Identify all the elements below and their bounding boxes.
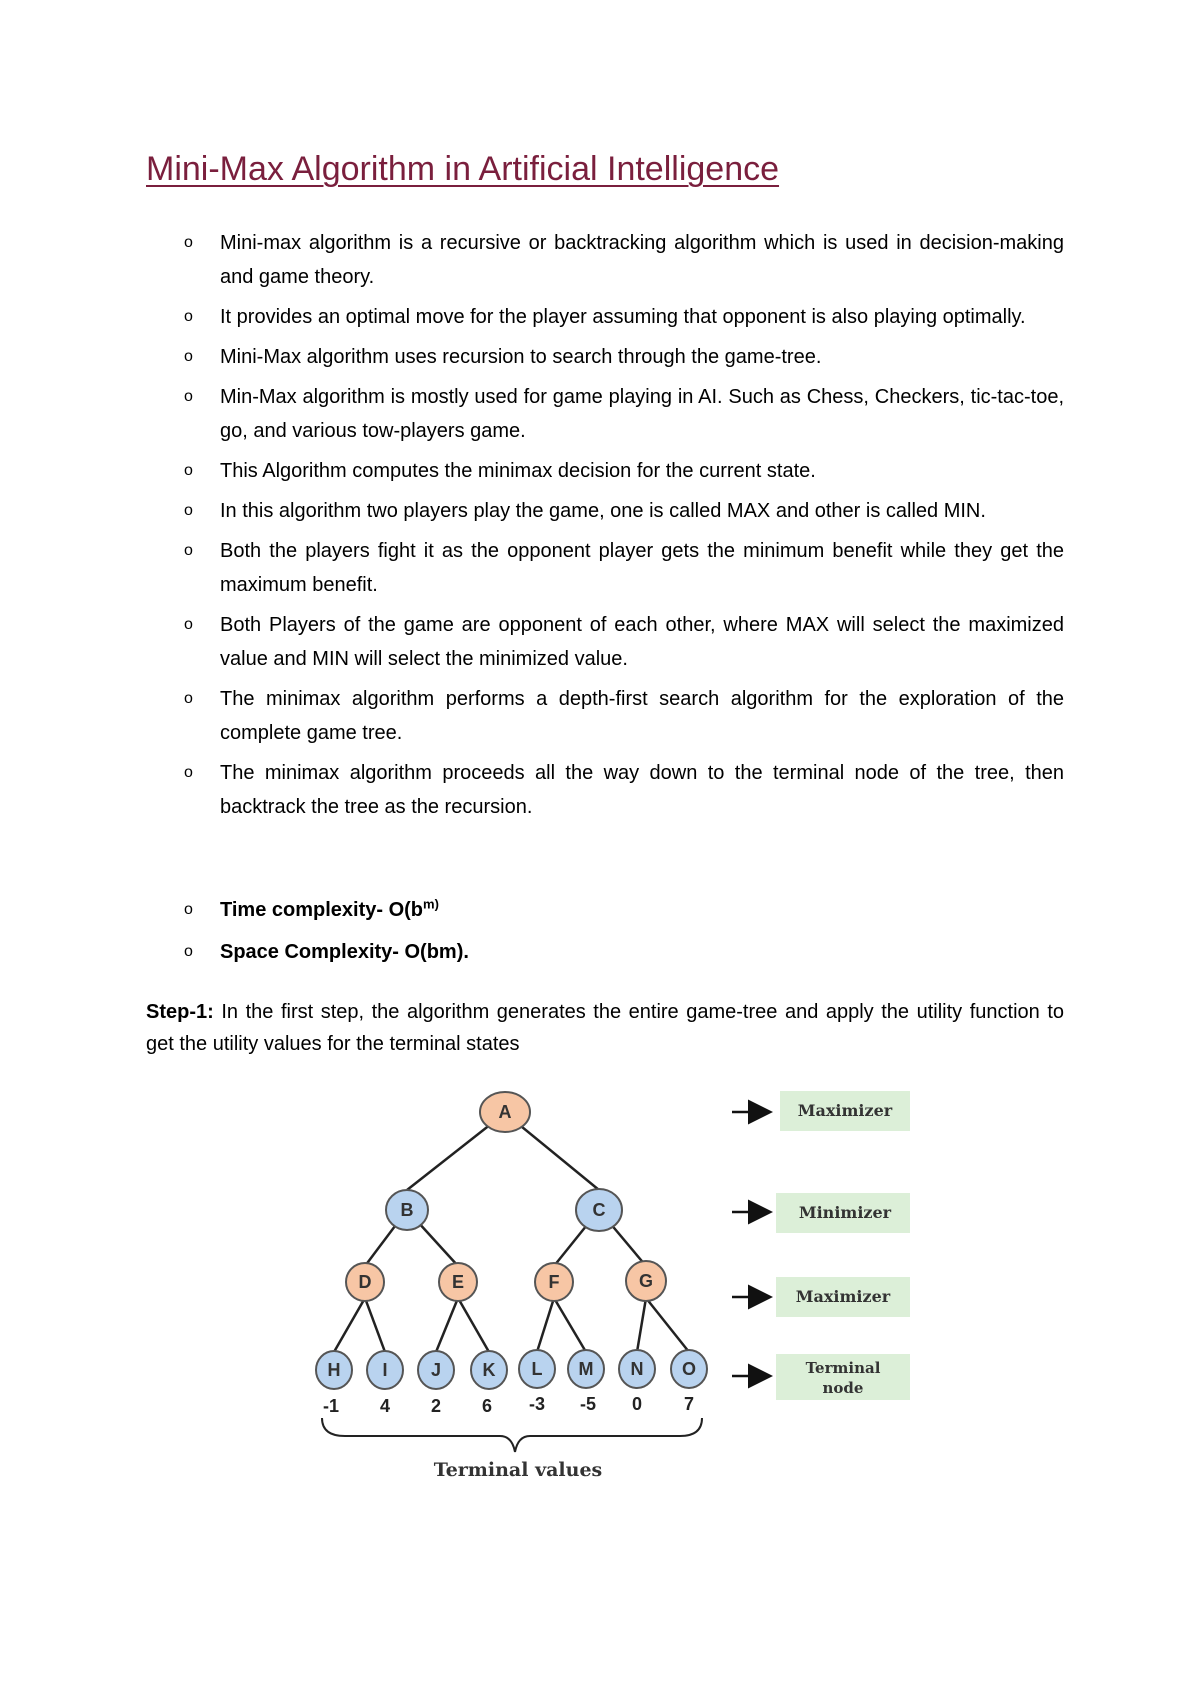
list-item-text: The minimax algorithm proceeds all the way down to the terminal node of the tree, then backtrack the tree as the recursion. — [220, 762, 1064, 818]
tree-node-b — [386, 1190, 428, 1230]
bullet-marker: o — [184, 502, 193, 519]
edge-d-h — [334, 1298, 365, 1352]
bullet-marker: o — [184, 234, 193, 251]
legend-box-terminal-node — [776, 1354, 910, 1400]
edge-e-k — [458, 1298, 489, 1352]
terminal-value: -5 — [579, 1394, 597, 1414]
bullet-marker: o — [184, 462, 193, 479]
tree-node-m — [568, 1350, 604, 1388]
legend-box-maximizer-top — [780, 1091, 910, 1131]
legend-label: Terminal — [805, 1359, 881, 1377]
terminal-value: 2 — [430, 1396, 442, 1416]
list-item-text: Mini-Max algorithm uses recursion to search through the game-tree. — [220, 346, 822, 368]
node-label: C — [592, 1200, 606, 1220]
step-1-text: In the first step, the algorithm generates the entire game-tree and apply the utility function to get the utility values for the terminal states — [146, 1001, 1064, 1055]
legend-box-minimizer — [776, 1193, 910, 1233]
tree-node-f — [535, 1263, 573, 1301]
list-item-text: Min-Max algorithm is mostly used for game playing in AI. Such as Chess, Checkers, tic-tac-toe, go, and various tow-players game. — [220, 386, 1064, 442]
terminal-value: 6 — [481, 1396, 493, 1416]
legend-arrows — [732, 1112, 768, 1376]
legend-label: Maximizer — [797, 1101, 893, 1120]
bullet-marker: o — [184, 308, 193, 325]
list-item-text: In this algorithm two players play the game, one is called MAX and other is called MIN. — [220, 500, 986, 522]
tree-node-l — [519, 1350, 555, 1388]
tree-node-d — [346, 1263, 384, 1301]
tree-node-k — [471, 1351, 507, 1389]
edge-e-j — [436, 1298, 458, 1352]
edge-f-l — [537, 1298, 554, 1352]
list-item-text: Both Players of the game are opponent of each other, where MAX will select the maximized value and MIN will select the minimized value. — [220, 614, 1064, 670]
bullet-marker: o — [184, 348, 193, 365]
list-item-text: This Algorithm computes the minimax decision for the current state. — [220, 460, 816, 482]
tree-node-e — [439, 1263, 477, 1301]
bullet-marker: o — [184, 616, 193, 633]
edge-g-n — [637, 1298, 646, 1352]
node-label: N — [630, 1359, 644, 1379]
legend-box-maximizer-bottom — [776, 1277, 910, 1317]
node-label: D — [358, 1272, 372, 1292]
edge-f-m — [554, 1298, 586, 1352]
terminal-value: -3 — [528, 1394, 546, 1414]
legend-label: Minimizer — [798, 1203, 892, 1222]
bullet-marker: o — [184, 690, 193, 707]
node-label: B — [400, 1200, 414, 1220]
node-label: H — [327, 1360, 341, 1380]
node-label: L — [531, 1359, 543, 1379]
node-label: G — [638, 1271, 654, 1291]
edge-g-o — [646, 1298, 689, 1352]
tree-node-o — [671, 1350, 707, 1388]
edge-d-i — [365, 1298, 385, 1352]
node-label: I — [382, 1360, 388, 1380]
terminal-value: 0 — [631, 1394, 643, 1414]
bullet-marker: o — [184, 388, 193, 405]
list-item-text: The minimax algorithm performs a depth-first search algorithm for the exploration of the complete game tree. — [220, 688, 1064, 744]
time-complexity-exponent: m) — [423, 896, 439, 912]
bullet-marker: o — [184, 943, 193, 960]
tree-edges — [334, 1113, 689, 1352]
terminal-values-label: Terminal values — [433, 1459, 603, 1481]
terminal-value: 7 — [683, 1394, 695, 1414]
step-1-label: Step-1: — [146, 1001, 214, 1023]
tree-node-h — [316, 1351, 352, 1389]
legend-label: Maximizer — [795, 1287, 891, 1306]
bullet-marker: o — [184, 901, 193, 918]
terminal-value: 4 — [379, 1396, 391, 1416]
tree-node-j — [418, 1351, 454, 1389]
page-title: Mini-Max Algorithm in Artificial Intelligence — [146, 150, 780, 188]
legend-label: node — [822, 1379, 864, 1397]
node-label: A — [498, 1102, 512, 1122]
list-item-text: Mini-max algorithm is a recursive or backtracking algorithm which is used in decision-making and game theory. — [220, 232, 1064, 288]
node-label: K — [482, 1360, 496, 1380]
tree-node-i — [367, 1351, 403, 1389]
tree-node-n — [619, 1350, 655, 1388]
terminal-values-brace — [322, 1418, 702, 1452]
time-complexity-label: Time complexity- O(b — [220, 899, 424, 921]
list-item-text: It provides an optimal move for the player assuming that opponent is also playing optimally. — [220, 306, 1026, 328]
space-complexity-label: Space Complexity- O(bm). — [220, 941, 469, 963]
terminal-value: -1 — [322, 1396, 340, 1416]
tree-node-c — [576, 1189, 622, 1231]
tree-node-a — [480, 1092, 530, 1132]
node-label: J — [430, 1360, 442, 1380]
list-item-text: Both the players fight it as the opponent player gets the minimum benefit while they get the maximum benefit. — [220, 540, 1064, 596]
node-label: O — [681, 1359, 697, 1379]
tree-node-g — [626, 1261, 666, 1301]
node-label: F — [548, 1272, 560, 1292]
node-label: M — [578, 1359, 594, 1379]
bullet-marker: o — [184, 764, 193, 781]
node-label: E — [451, 1272, 465, 1292]
bullet-marker: o — [184, 542, 193, 559]
